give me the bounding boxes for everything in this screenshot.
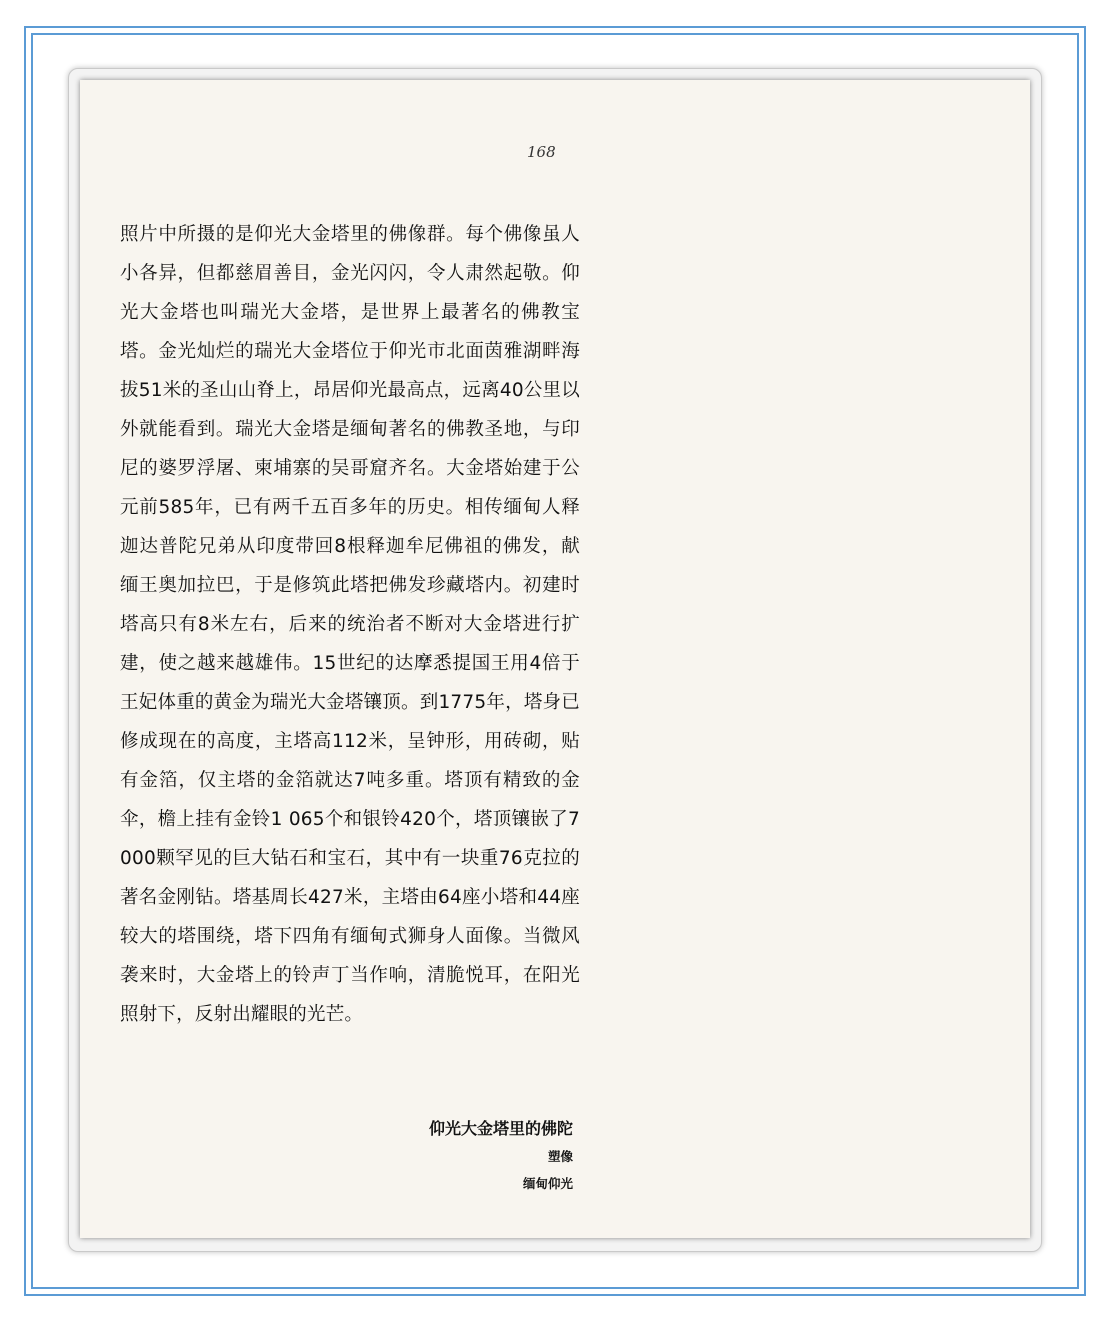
caption-location: 缅甸仰光 <box>522 1176 573 1191</box>
photo-caption <box>300 1115 573 1197</box>
body-paragraph: 照片中所摄的是仰光大金塔里的佛像群。每个佛像虽人小各异，但都慈眉善目，金光闪闪，令人肃然起敬。仰光大金塔也叫瑞光大金塔，是世界上最著名的佛教宝塔。金光灿烂的瑞光大金塔位于仰光市北面茵雅湖畔海拔51米的圣山山脊上，昂居仰光最高点，远离40公里以外就能看到。瑞光大金塔是缅甸著名的佛教圣地，与印尼的婆罗浮屠、柬埔寨的吴哥窟齐名。大金塔始建于公元前585年，已有两千五百多年的历史。相传缅甸人释迦达普陀兄弟从印度带回8根释迦牟尼佛祖的佛发，献缅王奥加拉巴，于是修筑此塔把佛发珍藏塔内。初建时塔高只有8米左右，后来的统治者不断对大金塔进行扩建，使之越来越雄伟。15世纪的达摩悉提国王用4倍于王妃体重的黄金为瑞光大金塔镶顶。到1775年，塔身已修成现在的高度，主塔高112米，呈钟形，用砖砌，贴有金箔，仅主塔的金箔就达7吨多重。塔顶有精致的金伞，檐上挂有金铃1 065个和银铃420个，塔顶镶嵌了7 000颗罕见的巨大钻石和宝石，其中有一块重76克拉的著名金刚钻。塔基周长427米，主塔由64座小塔和44座较大的塔围绕，塔下四角有缅甸式狮身人面像。当微风袭来时，大金塔上的铃声丁当作响，清脆悦耳，在阳光照射下，反射出耀眼的光芒。 <box>120 224 580 1025</box>
caption-subject: 塑像 <box>547 1149 573 1164</box>
page-number: 168 <box>527 143 556 161</box>
caption-title: 仰光大金塔里的佛陀 <box>428 1119 573 1138</box>
